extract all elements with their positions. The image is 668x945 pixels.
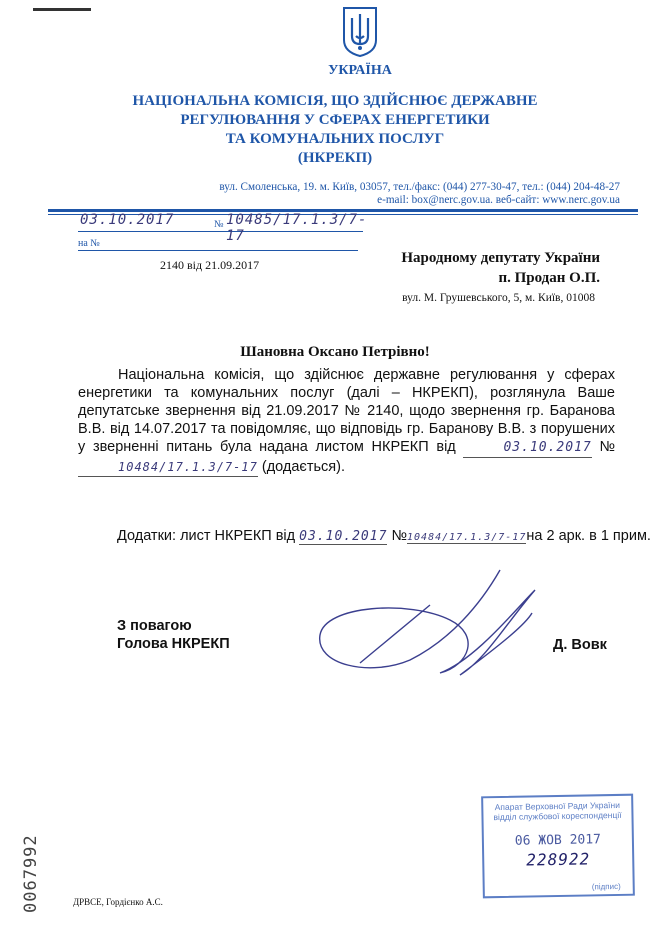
closing-regards: З повагою — [117, 618, 192, 634]
outgoing-number-sign: № — [214, 219, 224, 230]
agency-line: РЕГУЛЮВАННЯ У СФЕРАХ ЕНЕРГЕТИКИ — [180, 112, 490, 128]
in-reply-to: 2140 від 21.09.2017 — [160, 258, 260, 272]
agency-line: НАЦІОНАЛЬНА КОМІСІЯ, ЩО ЗДІЙСНЮЄ ДЕРЖАВНЕ — [132, 93, 538, 109]
agency-name — [100, 92, 570, 168]
coat-of-arms-icon — [340, 6, 380, 58]
letter-body — [78, 366, 615, 477]
attachments-number: 10484/17.1.3/7-17 — [407, 532, 527, 543]
outgoing-number: 10485/17.1.3/7-17 — [226, 212, 368, 244]
reply-prefix: на № — [78, 238, 100, 249]
body-paragraph — [78, 366, 615, 477]
stamp-footer: (підпис) — [591, 881, 621, 892]
signer-name: Д. Вовк — [553, 637, 607, 653]
closing-block — [117, 617, 230, 653]
attachments — [117, 528, 651, 545]
country-name: УКРАЇНА — [328, 63, 392, 78]
recipient-address: вул. М. Грушевського, 5, м. Київ, 01008 — [402, 292, 595, 304]
agency-address-line: вул. Смоленська, 19. м. Київ, 03057, тел./факс: (044) 277-30-47, тел.: (044) 204-48-27 — [219, 181, 620, 193]
registration-number — [16, 828, 46, 918]
agency-line: (НКРЕКП) — [297, 150, 373, 166]
registration-number-text: 0067992 — [21, 834, 41, 913]
attachments-tail: на 2 арк. в 1 прим. — [526, 528, 651, 544]
corner-mark — [33, 8, 91, 11]
signature-image — [300, 565, 540, 685]
body-ref-date: 03.10.2017 — [463, 439, 591, 458]
stamp-org-line2: відділ службової кореспонденції — [493, 809, 622, 823]
recipient — [380, 248, 600, 288]
body-text: Національна комісія, що здійснює державне регулювання у сферах енергетики та комунальних послуг (далі – НКРЕКП), розглянула Ваше депутатське звернення від 21.09.2017 № 2140, щодо звернення гр. Баранова В.В. від 14.07.2017 та повідомляє, що відповідь гр. Баранову В.В. з порушених у зверненні питань була надана листом НКРЕКП від — [78, 367, 615, 455]
closing-position: Голова НКРЕКП — [117, 636, 230, 652]
attachments-date: 03.10.2017 — [299, 529, 388, 544]
body-ref-number: 10484/17.1.3/7-17 — [78, 458, 258, 477]
stamp-org-line1: Апарат Верховної Ради України — [494, 799, 621, 813]
attachments-no-label: № — [391, 528, 408, 544]
agency-line: ТА КОМУНАЛЬНИХ ПОСЛУГ — [225, 131, 445, 147]
body-tail: (додається). — [261, 459, 345, 475]
salutation: Шановна Оксано Петрівно! — [240, 344, 430, 360]
registration-stamp — [481, 794, 635, 899]
reply-ref-line — [78, 238, 358, 251]
recipient-title: Народному депутату України — [401, 250, 600, 266]
attachments-label: Додатки: лист НКРЕКП від — [117, 528, 296, 544]
stamp-date: 06 ЖОВ 2017 — [514, 832, 602, 849]
agency-address — [100, 181, 620, 207]
executor-note: ДРВСЕ, Гордієнко А.С. — [73, 897, 163, 907]
agency-contacts-line: e-mail: box@nerc.gov.ua. веб-сайт: www.nerc.gov.ua — [377, 194, 620, 206]
recipient-name: п. Продан О.П. — [498, 270, 600, 286]
body-ref-no-label: № — [599, 439, 616, 455]
outgoing-date: 03.10.2017 — [80, 212, 175, 228]
stamp-number: 228922 — [526, 849, 591, 870]
